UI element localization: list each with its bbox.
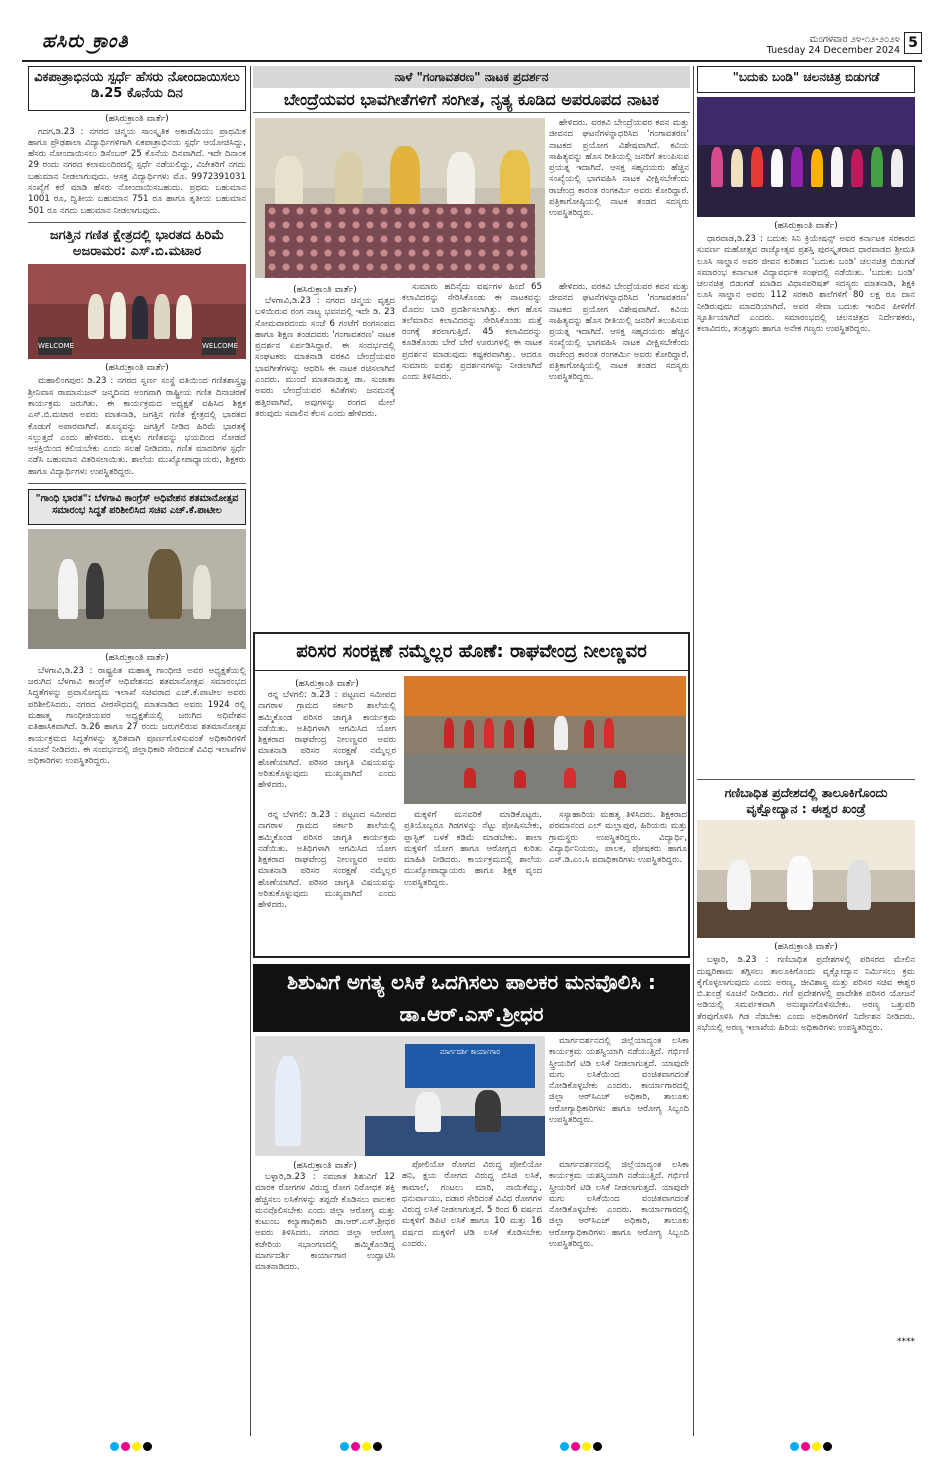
article-body-column: ರನ್ನ ಬೆಳಗಲಿ: ಡಿ.23 : ಪಟ್ಟಣದ ಸಮೀಪದ ನಾಗರಾಳ ಗ್ರಾಮದ ಸರ್ಕಾರಿ ಶಾಲೆಯಲ್ಲಿ ಹಮ್ಮಿಕೊಂಡ ಪರಿಸರ ಜಾಗೃತಿ ಕಾರ್ಯಕ್ರಮ ನಡೆಯಿತು. ಅತಿಥಿಗಳಾಗಿ ಆಗಮಿಸಿದ ಯೋಗ ಶಿಕ್ಷಕರಾದ ರಾಘವೇಂದ್ರ ನೀಲಣ್ಣವರ ಅವರು ಮಾತನಾಡಿ ಪರಿಸರ ಸಂರಕ್ಷಣೆ ನಮ್ಮೆಲ್ಲರ ಹೊಣೆಯಾಗಿದೆ. ಪರಿಸರ ಜಾಗೃತಿ ವಿಷಯವನ್ನು ಅರಿತುಕೊಳ್ಳುವುದು ಮುಖ್ಯವಾಗಿದೆ ಎಂದು ಹೇಳಿದರು. bbox=[258, 810, 396, 911]
divider bbox=[28, 483, 246, 484]
article-mono-acting bbox=[28, 66, 246, 111]
issue-date bbox=[767, 34, 900, 56]
press-meet-photo bbox=[255, 118, 545, 278]
article-body: ಗದಗ,ಡಿ.23 : ನಗರದ ಚಿನ್ಮಯ ಸಾಂಸ್ಕೃತಿಕ ಅಕಾಡೆಮಿಯು ಪ್ರಾಥಮಿಕ ಹಾಗೂ ಪ್ರೌಢಶಾಲಾ ವಿದ್ಯಾರ್ಥಿಗಳಿಗಾಗಿ ಏಕಪಾತ್ರಾಭಿನಯ ಸ್ಪರ್ಧೆ ಆಯೋಜಿಸಿದ್ದು, ಹೆಸರು ನೋಂದಾಯಿಸಲು ಡಿಸೆಂಬರ್ 25 ಕೊನೆಯ ದಿನವಾಗಿದೆ. ಇದೇ ದಿನಾಂಕ 29 ರಂದು ನಗರದ ಕಲಾಮಂದಿರದಲ್ಲಿ ಸ್ಪರ್ಧೆ ನಡೆಯಲಿದ್ದು, ವಿಜೇತರಿಗೆ ನಗದು ಬಹುಮಾನ ನೀಡಲಾಗುವುದು. ಆಸಕ್ತ ವಿದ್ಯಾರ್ಥಿಗಳು ಮೊ. 9972391031 ಸಂಖ್ಯೆಗೆ ಕರೆ ಮಾಡಿ ಹೆಸರು ನೋಂದಾಯಿಸಬಹುದು. ಪ್ರಥಮ ಬಹುಮಾನ 1001 ರೂ, ದ್ವಿತೀಯ ಬಹುಮಾನ 751 ರೂ ಹಾಗೂ ತೃತೀಯ ಬಹುಮಾನ 501 ರೂ ನಗದು ಬಹುಮಾನ ನೀಡಲಾಗುವುದು. bbox=[28, 126, 246, 216]
registration-dot bbox=[143, 1442, 152, 1451]
registration-dot bbox=[110, 1442, 119, 1451]
column-rule bbox=[693, 66, 694, 1436]
print-registration-marks bbox=[790, 1442, 832, 1451]
article-byline: (ಹಸಿರುಕ್ರಾಂತಿ ವಾರ್ತೆ) bbox=[105, 652, 169, 663]
workshop-photo bbox=[255, 1036, 545, 1156]
page-number: 5 bbox=[904, 32, 922, 54]
article-headline: ವಿಕಪಾತ್ರಾಭಿನಯ ಸ್ಪರ್ಧೆ ಹೆಸರು ನೋಂದಾಯಿಸಲು ಡಿ.25 ಕೊನೆಯ ದಿನ bbox=[34, 70, 240, 102]
registration-dot bbox=[582, 1442, 591, 1451]
right-column bbox=[697, 66, 915, 1436]
print-registration-marks bbox=[110, 1442, 152, 1451]
article-headline: ಜಗತ್ತಿನ ಗಣಿತ ಕ್ಷೇತ್ರದಲ್ಲಿ ಭಾರತದ ಹಿರಿಮೆ ಅಜರಾಮರ: ಎಸ್.ಬಿ.ಮಟಾರ bbox=[49, 227, 225, 260]
registration-dot bbox=[790, 1442, 799, 1451]
article-headline: ಗಣಿಬಾಧಿತ ಪ್ರದೇಶದಲ್ಲಿ ತಾಲೂಕಿಗೊಂದು ವೃಕ್ಷೋದ್ಯಾನ : ಈಶ್ವರ ಖಂಡ್ರೆ bbox=[724, 785, 888, 816]
article-body-column: ಸುಮಾರು ಹದಿನೈದು ವರ್ಷಗಳ ಹಿಂದೆ 65 ಕಲಾವಿದರನ್ನು ಸೇರಿಸಿಕೊಂಡು ಈ ನಾಟಕವನ್ನು ಮೊದಲ ಬಾರಿ ಪ್ರದರ್ಶಿಸಲಾಗಿತ್ತು. ಈಗ ಹೊಸ ತಲೆಮಾರಿನ ಕಲಾವಿದರನ್ನು ಸೇರಿಸಿಕೊಂಡು ಮತ್ತೆ ರಂಗಕ್ಕೆ ತರಲಾಗುತ್ತಿದೆ. 45 ಕಲಾವಿದರನ್ನು ಕೂಡಿಕೊಂಡು ಬೇರೆ ಬೇರೆ ಊರುಗಳಲ್ಲಿ ಈ ನಾಟಕ ಪ್ರದರ್ಶನ ಮಾಡುವುದು ಕಷ್ಟಕರವಾಗಿತ್ತು. ಆದರೂ ಸುಮಾರು ಐವತ್ತು ಪ್ರದರ್ಶನಗಳನ್ನು ನೀಡಲಾಗಿದೆ ಎಂದು ತಿಳಿಸಿದರು. bbox=[402, 282, 542, 383]
article-gandhi-bharat bbox=[28, 489, 246, 525]
registration-dot bbox=[373, 1442, 382, 1451]
article-gangavatarana bbox=[253, 66, 690, 113]
article-byline: (ಹಸಿರುಕ್ರಾಂತಿ ವಾರ್ತೆ) bbox=[293, 285, 357, 295]
masthead bbox=[22, 28, 922, 62]
article-headline: ಪರಿಸರ ಸಂರಕ್ಷಣೆ ನಮ್ಮೆಲ್ಲರ ಹೊಣೆ: ರಾಘವೇಂದ್ರ ನೀಲಣ್ಣವರ bbox=[255, 634, 688, 671]
welcome-banner: WELCOME bbox=[202, 337, 236, 355]
article-byline: (ಹಸಿರುಕ್ರಾಂತಿ ವಾರ್ತೆ) bbox=[295, 679, 359, 689]
article-byline: (ಹಸಿರುಕ್ರಾಂತಿ ವಾರ್ತೆ) bbox=[105, 363, 169, 374]
film-release-photo bbox=[697, 97, 915, 217]
article-vaccination-headline: ಶಿಶುವಿಗೆ ಅಗತ್ಯ ಲಸಿಕೆ ಒದಗಿಸಲು ಪಾಲಕರ ಮನವೊಲಿಸಿ : ಡಾ.ಆರ್.ಎಸ್.ಶ್ರೀಧರ bbox=[253, 964, 690, 1032]
article-baduku-bandi bbox=[697, 66, 915, 93]
welcome-banner: WELCOME bbox=[38, 337, 72, 355]
article-body-column: ಮಾರ್ಗದರ್ಶನದಲ್ಲಿ ಜಿಲ್ಲೆಯಾದ್ಯಂತ ಲಸಿಕಾ ಕಾರ್ಯಕ್ರಮ ಯಶಸ್ವಿಯಾಗಿ ನಡೆಯುತ್ತಿದೆ. ಗರ್ಭಿಣಿ ಸ್ತ್ರೀಯರಿಗೆ ಟಿಡಿ ಲಸಿಕೆ ನೀಡಲಾಗುತ್ತದೆ. ಯಾವುದೇ ಮಗು ಲಸಿಕೆಯಿಂದ ವಂಚಿತವಾಗದಂತೆ ನೋಡಿಕೊಳ್ಳಬೇಕು ಎಂದರು. ಕಾರ್ಯಾಗಾರದಲ್ಲಿ ಜಿಲ್ಲಾ ಆರ್‌ಸಿಎಚ್ ಅಧಿಕಾರಿ, ತಾಲೂಕು ಆರೋಗ್ಯಾಧಿಕಾರಿಗಳು ಹಾಗೂ ಆರೋಗ್ಯ ಸಿಬ್ಬಂದಿ ಉಪಸ್ಥಿತರಿದ್ದರು. bbox=[549, 1036, 689, 1126]
column-rule bbox=[250, 66, 251, 1436]
article-body: ಬೆಳಗಾವಿ,ಡಿ.23 : ರಾಷ್ಟ್ರಪಿತ ಮಹಾತ್ಮ ಗಾಂಧೀಜಿ ಅವರ ಅಧ್ಯಕ್ಷತೆಯಲ್ಲಿ ಜರುಗಿದ ಬೆಳಗಾವಿ ಕಾಂಗ್ರೆಸ್ ಅಧಿವೇಶನದ ಶತಮಾನೋತ್ಸವ ಸಮಾರಂಭದ ಸಿದ್ಧತೆಗಳನ್ನು ಪ್ರವಾಸೋದ್ಯಮ ಇಲಾಖೆ ಸಚಿವರಾದ ಎಚ್.ಕೆ.ಪಾಟೀಲ ಅವರು ಪರಿಶೀಲಿಸಿದರು. ನಗರದ ವೀರಸೌಧದಲ್ಲಿ ಮಾತನಾಡಿದ ಅವರು 1924 ರಲ್ಲಿ ಮಹಾತ್ಮ ಗಾಂಧೀಜಿಯವರ ಅಧ್ಯಕ್ಷತೆಯಲ್ಲಿ ಜರುಗಿದ ಅಧಿವೇಶನ ಐತಿಹಾಸಿಕವಾಗಿದೆ. ಡಿ.26 ಹಾಗೂ 27 ರಂದು ಜರುಗಲಿರುವ ಶತಮಾನೋತ್ಸವ ಕಾರ್ಯಕ್ರಮದ ಸಿದ್ಧತೆಗಳನ್ನು ತ್ವರಿತವಾಗಿ ಪೂರ್ಣಗೊಳಿಸುವಂತೆ ಅಧಿಕಾರಿಗಳಿಗೆ ಸೂಚನೆ ನೀಡಿದರು. ಈ ಸಂದರ್ಭದಲ್ಲಿ ಜಿಲ್ಲಾಧಿಕಾರಿ ಸೇರಿದಂತೆ ವಿವಿಧ ಇಲಾಖೆಗಳ ಅಧಿಕಾರಿಗಳು ಉಪಸ್ಥಿತರಿದ್ದರು. bbox=[28, 665, 246, 767]
article-byline: (ಹಸಿರುಕ್ರಾಂತಿ ವಾರ್ತೆ) bbox=[774, 942, 838, 953]
table-cloth bbox=[265, 204, 535, 278]
registration-dot bbox=[812, 1442, 821, 1451]
article-headline: ಬೇಂದ್ರೆಯವರ ಭಾವಗೀತೆಗಳಿಗೆ ಸಂಗೀತ, ನೃತ್ಯ ಕೂಡಿದ ಅಪರೂಪದ ನಾಟಕ bbox=[253, 88, 690, 113]
article-body: ಮಹಾಲಿಂಗಪುರ: ಡಿ.23 : ನಗರದ ಸ್ವರ್ಣ ಸಂಸ್ಥೆ ವತಿಯಿಂದ ಗಣಿತಶಾಸ್ತ್ರಜ್ಞ ಶ್ರೀನಿವಾಸ ರಾಮಾನುಜನ್ ಜನ್ಮದಿನದ ಅಂಗವಾಗಿ ರಾಷ್ಟ್ರೀಯ ಗಣಿತ ದಿನಾಚರಣೆ ಕಾರ್ಯಕ್ರಮ ಜರುಗಿತು. ಈ ಕಾರ್ಯಕ್ರಮದ ಅಧ್ಯಕ್ಷತೆ ವಹಿಸಿದ ಶಿಕ್ಷಕ ಎಸ್.ಬಿ.ಮಟಾರ ಅವರು ಮಾತನಾಡಿ, ಜಗತ್ತಿನ ಗಣಿತ ಕ್ಷೇತ್ರದಲ್ಲಿ ಭಾರತದ ಕೊಡುಗೆ ಅಪಾರವಾಗಿದೆ. ಶೂನ್ಯವನ್ನು ಜಗತ್ತಿಗೆ ನೀಡಿದ ಹಿರಿಮೆ ಭಾರತಕ್ಕೆ ಸಲ್ಲುತ್ತದೆ ಎಂದು ಹೇಳಿದರು. ಮಕ್ಕಳು ಗಣಿತವನ್ನು ಭಯದಿಂದ ನೋಡದೆ ಆಸಕ್ತಿಯಿಂದ ಕಲಿಯಬೇಕು ಎಂದು ಸಲಹೆ ನೀಡಿದರು. ಗಣಿತ ಮಾದರಿಗಳ ಸ್ಪರ್ಧೆ ನಡೆಸಿ ಬಹುಮಾನ ವಿತರಿಸಲಾಯಿತು. ಶಾಲೆಯ ಮುಖ್ಯೋಪಾಧ್ಯಾಯರು, ಶಿಕ್ಷಕರು ಹಾಗೂ ವಿದ್ಯಾರ್ಥಿಗಳು ಉಪಸ್ಥಿತರಿದ್ದರು. bbox=[28, 376, 246, 477]
registration-dot bbox=[593, 1442, 602, 1451]
divider bbox=[697, 779, 915, 780]
divider bbox=[28, 222, 246, 223]
registration-dot bbox=[121, 1442, 130, 1451]
issue-date-kannada: ಮಂಗಳವಾರ ೨೪-೧೨-೨೦೨೪ bbox=[809, 34, 900, 45]
article-body-column: ಮಾರ್ಗದರ್ಶನದಲ್ಲಿ ಜಿಲ್ಲೆಯಾದ್ಯಂತ ಲಸಿಕಾ ಕಾರ್ಯಕ್ರಮ ಯಶಸ್ವಿಯಾಗಿ ನಡೆಯುತ್ತಿದೆ. ಗರ್ಭಿಣಿ ಸ್ತ್ರೀಯರಿಗೆ ಟಿಡಿ ಲಸಿಕೆ ನೀಡಲಾಗುತ್ತದೆ. ಯಾವುದೇ ಮಗು ಲಸಿಕೆಯಿಂದ ವಂಚಿತವಾಗದಂತೆ ನೋಡಿಕೊಳ್ಳಬೇಕು ಎಂದರು. ಕಾರ್ಯಾಗಾರದಲ್ಲಿ ಜಿಲ್ಲಾ ಆರ್‌ಸಿಎಚ್ ಅಧಿಕಾರಿ, ತಾಲೂಕು ಆರೋಗ್ಯಾಧಿಕಾರಿಗಳು ಹಾಗೂ ಆರೋಗ್ಯ ಸಿಬ್ಬಂದಿ ಉಪಸ್ಥಿತರಿದ್ದರು. bbox=[549, 1160, 689, 1250]
newspaper-logo: ಹಸಿರು ಕ್ರಾಂತಿ bbox=[42, 30, 129, 52]
article-body-column: ಹೇಳಿದರು. ವರಕವಿ ಬೇಂದ್ರೆಯವರ ಕವನ ಮತ್ತು ಜೀವನದ ಘಟನೆಗಳನ್ನಾಧರಿಸಿದ 'ಗಂಗಾವತರಣ' ನಾಟಕದ ಪ್ರಯೋಗ ವಿಶೇಷವಾಗಿದೆ. ಕವಿಯ ಸಾಹಿತ್ಯವನ್ನು ಹೊಸ ರೀತಿಯಲ್ಲಿ ಜನರಿಗೆ ತಲುಪಿಸುವ ಪ್ರಯತ್ನ ಇದಾಗಿದೆ. ಆಸಕ್ತ ಸಹೃದಯರು ಹೆಚ್ಚಿನ ಸಂಖ್ಯೆಯಲ್ಲಿ ಭಾಗವಹಿಸಿ ನಾಟಕ ವೀಕ್ಷಿಸಬೇಕೆಂದು ರಾಜೇಂದ್ರ ಕಾರಂತ ರಂಗಕರ್ಮಿ ಅವರು ಕೋರಿದ್ದಾರೆ. ಪತ್ರಿಕಾಗೋಷ್ಠಿಯಲ್ಲಿ ನಾಟಕ ತಂಡದ ಸದಸ್ಯರು ಉಪಸ್ಥಿತರಿದ್ದರು. bbox=[549, 118, 689, 219]
left-column bbox=[28, 66, 246, 1436]
article-byline: (ಹಸಿರುಕ್ರಾಂತಿ ವಾರ್ತೆ) bbox=[293, 1161, 357, 1171]
end-mark: **** bbox=[897, 1337, 915, 1348]
print-registration-marks bbox=[340, 1442, 382, 1451]
registration-dot bbox=[362, 1442, 371, 1451]
article-body-column: ಮಕ್ಕಳಿಗೆ ಮನವರಿಕೆ ಮಾಡಿಕೊಟ್ಟರು. ಪ್ರತಿಯೊಬ್ಬರೂ ಗಿಡಗಳನ್ನು ನೆಟ್ಟು ಪೋಷಿಸಬೇಕು, ಪ್ಲಾಸ್ಟಿಕ್ ಬಳಕೆ ಕಡಿಮೆ ಮಾಡಬೇಕು. ಶಾಲಾ ಮಕ್ಕಳಿಗೆ ಯೋಗ ಹಾಗೂ ಆರೋಗ್ಯದ ಕುರಿತು ಮಾಹಿತಿ ನೀಡಿದರು. ಕಾರ್ಯಕ್ರಮದಲ್ಲಿ ಶಾಲೆಯ ಮುಖ್ಯೋಪಾಧ್ಯಾಯರು ಹಾಗೂ ಶಿಕ್ಷಕ ವೃಂದ ಉಪಸ್ಥಿತರಿದ್ದರು. bbox=[404, 810, 542, 888]
article-body-column: ರನ್ನ ಬೆಳಗಲಿ: ಡಿ.23 : ಪಟ್ಟಣದ ಸಮೀಪದ ನಾಗರಾಳ ಗ್ರಾಮದ ಸರ್ಕಾರಿ ಶಾಲೆಯಲ್ಲಿ ಹಮ್ಮಿಕೊಂಡ ಪರಿಸರ ಜಾಗೃತಿ ಕಾರ್ಯಕ್ರಮ ನಡೆಯಿತು. ಅತಿಥಿಗಳಾಗಿ ಆಗಮಿಸಿದ ಯೋಗ ಶಿಕ್ಷಕರಾದ ರಾಘವೇಂದ್ರ ನೀಲಣ್ಣವರ ಅವರು ಮಾತನಾಡಿ ಪರಿಸರ ಸಂರಕ್ಷಣೆ ನಮ್ಮೆಲ್ಲರ ಹೊಣೆಯಾಗಿದೆ. ಪರಿಸರ ಜಾಗೃತಿ ವಿಷಯವನ್ನು ಅರಿತುಕೊಳ್ಳುವುದು ಮುಖ್ಯವಾಗಿದೆ ಎಂದು ಹೇಳಿದರು. bbox=[258, 690, 396, 791]
registration-dot bbox=[571, 1442, 580, 1451]
registration-dot bbox=[340, 1442, 349, 1451]
article-body: ಧಾರವಾಡ,ಡಿ.23 : ಬದುಕು ಸಿನಿ ಕ್ರಿಯೇಷನ್ಸ್ ಅವರ ಕರ್ನಾಟಕ ಸರಕಾರದ ಸುವರ್ಣ ಮಹೋತ್ಸವ ರಾಜ್ಯೋತ್ಸವ ಪ್ರಶಸ್ತಿ ಪುರಸ್ಕೃತರಾದ ಧಾರವಾಡದ ಶ್ರೀಮತಿ ಲೂಸಿ ಸಾಲ್ಡಾನ ಅವರ ಜೀವನ ಕುರಿತಾದ 'ಬದುಕು ಬಂಡಿ' ಚಲನಚಿತ್ರ ಬಿಡುಗಡೆ ಸಮಾರಂಭ ಕರ್ನಾಟಕ ವಿದ್ಯಾವರ್ಧಕ ಸಂಘದಲ್ಲಿ ನಡೆಯಿತು. 'ಬದುಕು ಬಂಡಿ' ಚಲನಚಿತ್ರ ಬಿಡುಗಡೆ ಮಾಡಿದ ವಿಧಾನಪರಿಷತ್ ಸದಸ್ಯರು ಮಾತನಾಡಿ, ಶಿಕ್ಷಕಿ ಲೂಸಿ ಸಾಲ್ಡಾನ ಅವರು 112 ಸರಕಾರಿ ಶಾಲೆಗಳಿಗೆ 80 ಲಕ್ಷ ರೂ ದಾನ ನೀಡಿರುವುದು ಮಾದರಿಯಾಗಿದೆ. ಅವರ ಸೇವಾ ಬದುಕು ಇಂದಿನ ಪೀಳಿಗೆಗೆ ಸ್ಫೂರ್ತಿಯಾಗಿದೆ ಎಂದರು. ಸಮಾರಂಭದಲ್ಲಿ ಚಲನಚಿತ್ರದ ನಿರ್ದೇಶಕರು, ಕಲಾವಿದರು, ತಂತ್ರಜ್ಞರು ಹಾಗೂ ಅನೇಕ ಗಣ್ಯರು ಉಪಸ್ಥಿತರಿದ್ದರು. bbox=[697, 234, 915, 335]
minister-visit-photo bbox=[28, 529, 246, 649]
article-headline: "ಬದುಕು ಬಂಡಿ" ಚಲನಚಿತ್ರ ಬಿಡುಗಡೆ bbox=[732, 70, 880, 84]
article-byline: (ಹಸಿರುಕ್ರಾಂತಿ ವಾರ್ತೆ) bbox=[105, 113, 169, 124]
article-body-column: ಬೆಳಗಾವಿ,ಡಿ.23 : ನಗರದ ಚಿನ್ಮಯ ವೃತ್ತದ ಬಳಿಯಿರುವ ರಂಗ ನಾಟ್ಯ ಭವನದಲ್ಲಿ ಇದೇ ಡಿ. 23 ಸೋಮವಾರದಂದು ಸಂಜೆ 6 ಗಂಟೆಗೆ ರಂಗಸಂಪದ ಹಾಗೂ ಶಿಕ್ಷಣ ತಂಡದವರು 'ಗಂಗಾವತರಣ' ನಾಟಕ ಪ್ರದರ್ಶನ ಏರ್ಪಡಿಸಿದ್ದಾರೆ. ಈ ಸಂದರ್ಭದಲ್ಲಿ ಸಂಘಟಕರು ಮಾತನಾಡಿ ವರಕವಿ ಬೇಂದ್ರೆಯವರ ಭಾವಗೀತೆಗಳನ್ನು ಆಧರಿಸಿ ಈ ನಾಟಕ ರಚಿಸಲಾಗಿದೆ ಎಂದರು. ಮುಂದೆ ಮಾತನಾಡುತ್ತ ಡಾ. ಸುಜಾತಾ ಅವರು ಬೇಂದ್ರೆಯವರ ಕವಿತೆಗಳು ಜನಮನಕ್ಕೆ ಹತ್ತಿರವಾಗಿವೆ, ಅವುಗಳನ್ನು ರಂಗದ ಮೇಲೆ ತರುವುದು ಸವಾಲಿನ ಕೆಲಸ ಎಂದು ಹೇಳಿದರು. bbox=[255, 296, 395, 419]
article-body-column: ಬಳ್ಳಾರಿ,ಡಿ.23 : ನವಜಾತ ಶಿಶುವಿಗೆ 12 ಮಾರಕ ರೋಗಗಳ ವಿರುದ್ಧ ರೋಗ ನಿರೋಧಕ ಶಕ್ತಿ ಹೆಚ್ಚಿಸಲು ಲಸಿಕೆಗಳನ್ನು ತಪ್ಪದೇ ಕೊಡಿಸಲು ಪಾಲಕರ ಮನವೊಲಿಸಬೇಕು ಎಂದು ಜಿಲ್ಲಾ ಆರೋಗ್ಯ ಮತ್ತು ಕುಟುಂಬ ಕಲ್ಯಾಣಾಧಿಕಾರಿ ಡಾ.ಆರ್.ಎಸ್.ಶ್ರೀಧರ ಅವರು ತಿಳಿಸಿದರು. ನಗರದ ಜಿಲ್ಲಾ ಆರೋಗ್ಯ ಕಚೇರಿಯ ಸಭಾಂಗಣದಲ್ಲಿ ಹಮ್ಮಿಕೊಂಡಿದ್ದ ಮಾರ್ಗದರ್ಶಿ ಕಾರ್ಯಾಗಾರ ಉದ್ಘಾಟಿಸಿ ಮಾತನಾಡಿದರು. bbox=[255, 1172, 395, 1273]
issue-date-english: Tuesday 24 December 2024 bbox=[766, 45, 900, 56]
registration-dot bbox=[823, 1442, 832, 1451]
article-body-column: ಹೇಳಿದರು. ವರಕವಿ ಬೇಂದ್ರೆಯವರ ಕವನ ಮತ್ತು ಜೀವನದ ಘಟನೆಗಳನ್ನಾಧರಿಸಿದ 'ಗಂಗಾವತರಣ' ನಾಟಕದ ಪ್ರಯೋಗ ವಿಶೇಷವಾಗಿದೆ. ಕವಿಯ ಸಾಹಿತ್ಯವನ್ನು ಹೊಸ ರೀತಿಯಲ್ಲಿ ಜನರಿಗೆ ತಲುಪಿಸುವ ಪ್ರಯತ್ನ ಇದಾಗಿದೆ. ಆಸಕ್ತ ಸಹೃದಯರು ಹೆಚ್ಚಿನ ಸಂಖ್ಯೆಯಲ್ಲಿ ಭಾಗವಹಿಸಿ ನಾಟಕ ವೀಕ್ಷಿಸಬೇಕೆಂದು ರಾಜೇಂದ್ರ ಕಾರಂತ ರಂಗಕರ್ಮಿ ಅವರು ಕೋರಿದ್ದಾರೆ. ಪತ್ರಿಕಾಗೋಷ್ಠಿಯಲ್ಲಿ ನಾಟಕ ತಂಡದ ಸದಸ್ಯರು ಉಪಸ್ಥಿತರಿದ್ದರು. bbox=[549, 282, 689, 383]
registration-dot bbox=[801, 1442, 810, 1451]
article-body-column: ಪೋಲಿಯೋ ರೋಗದ ವಿರುದ್ಧ ಪೋಲಿಯೋ ಹನಿ, ಕ್ಷಯ ರೋಗದ ವಿರುದ್ಧ ಬಿಸಿಜಿ ಲಸಿಕೆ, ಕಾಮಾಲೆ, ಗಂಟಲು ಮಾರಿ, ನಾಯಿಕೆಮ್ಮು, ಧನುರ್ವಾಯು, ದಡಾರ ಸೇರಿದಂತೆ ವಿವಿಧ ರೋಗಗಳ ವಿರುದ್ಧ ಲಸಿಕೆ ನೀಡಲಾಗುತ್ತದೆ. 5 ರಿಂದ 6 ವರ್ಷದ ಮಕ್ಕಳಿಗೆ ಡಿಪಿಟಿ ಲಸಿಕೆ ಹಾಗೂ 10 ಮತ್ತು 16 ವರ್ಷದ ಮಕ್ಕಳಿಗೆ ಟಿಡಿ ಲಸಿಕೆ ಕೊಡಿಸಬೇಕು ಎಂದರು. bbox=[402, 1160, 542, 1250]
print-registration-marks bbox=[560, 1442, 602, 1451]
article-headline: "ಗಾಂಧಿ ಭಾರತ": ಬೆಳಗಾವಿ ಕಾಂಗ್ರೆಸ್ ಅಧಿವೇಶನ ಶತಮಾನೋತ್ಸವ ಸಮಾರಂಭ ಸಿದ್ಧತೆ ಪರಿಶೀಲಿಸಿದ ಸಚಿವ ಎಚ್.ಕೆ.ಪಾಟೀಲ bbox=[35, 493, 239, 516]
registration-dot bbox=[351, 1442, 360, 1451]
registration-dot bbox=[560, 1442, 569, 1451]
minister-meeting-photo bbox=[697, 820, 915, 938]
school-yoga-photo bbox=[404, 676, 686, 804]
workshop-banner: ಮಾರ್ಗದರ್ಶಿ ಕಾರ್ಯಾಗಾರ bbox=[405, 1044, 535, 1088]
math-day-photo bbox=[28, 264, 246, 359]
article-kicker: ನಾಳೆ "ಗಂಗಾವತರಣ" ನಾಟಕ ಪ್ರದರ್ಶನ bbox=[253, 66, 690, 88]
article-byline: (ಹಸಿರುಕ್ರಾಂತಿ ವಾರ್ತೆ) bbox=[774, 221, 838, 231]
article-body-column: ಸಸ್ಯಾಹಾರಿಯ ಮಹತ್ವ ತಿಳಿಸಿದರು. ಶಿಕ್ಷಕರಾದ ಪರಮಾನಂದ ಎಲ್ ಮಲ್ಲಾಪುರ, ಹಿರಿಯರು ಮತ್ತು ಗ್ರಾಮಸ್ಥರು ಉಪಸ್ಥಿತರಿದ್ದರು. ವಿದ್ಯಾರ್ಥಿ, ವಿದ್ಯಾರ್ಥಿನಿಯರು, ಪಾಲಕ, ಪೋಷಕರು ಹಾಗೂ ಎಸ್.ಡಿ.ಎಂ.ಸಿ ಪದಾಧಿಕಾರಿಗಳು ಉಪಸ್ಥಿತರಿದ್ದರು. bbox=[549, 810, 687, 866]
article-body: ಬಳ್ಳಾರಿ, ಡಿ.23 : ಗಣಿಬಾಧಿತ ಪ್ರದೇಶಗಳಲ್ಲಿ ಪರಿಸರದ ಮೇಲಿನ ದುಷ್ಪರಿಣಾಮ ತಗ್ಗಿಸಲು ತಾಲೂಕಿಗೊಂದು ವೃಕ್ಷೋದ್ಯಾನ ನಿರ್ಮಿಸಲು ಕ್ರಮ ಕೈಗೊಳ್ಳಲಾಗುವುದು ಎಂದು ಅರಣ್ಯ, ಜೀವಿಶಾಸ್ತ್ರ ಮತ್ತು ಪರಿಸರ ಸಚಿವ ಈಶ್ವರ ಬಿ.ಖಂಡ್ರೆ ಸೂಚನೆ ನೀಡಿದರು. ಗಣಿ ಪ್ರದೇಶಗಳಲ್ಲಿ ಪ್ರಾದೇಶಿಕ ಪರಿಸರ ಯೋಜನೆ ಅಡಿಯಲ್ಲಿ ಸಮರ್ಪಕವಾಗಿ ಅನುಷ್ಠಾನಗೊಳಿಸಬೇಕು. ಅರಣ್ಯ ಒತ್ತುವರಿ ತೆರವುಗೊಳಿಸಿ ಗಿಡ ನೆಡಬೇಕು ಎಂದು ಅಧಿಕಾರಿಗಳಿಗೆ ನಿರ್ದೇಶನ ನೀಡಿದರು. ಸಭೆಯಲ್ಲಿ ಅರಣ್ಯ ಇಲಾಖೆಯ ಹಿರಿಯ ಅಧಿಕಾರಿಗಳು ಉಪಸ್ಥಿತರಿದ್ದರು. bbox=[697, 955, 915, 1034]
registration-dot bbox=[132, 1442, 141, 1451]
